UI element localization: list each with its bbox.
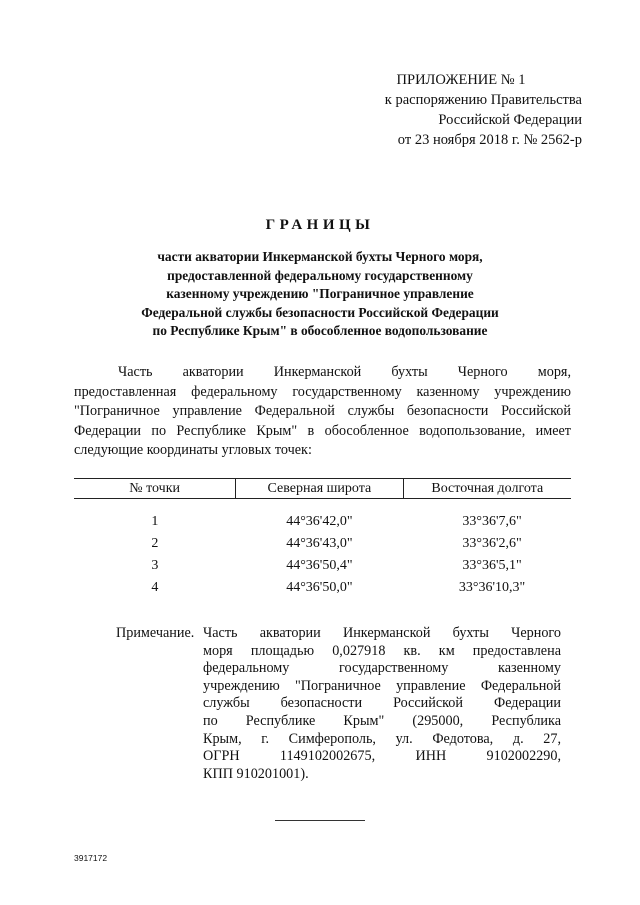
paragraph-line: Часть акватории Инкерманской бухты Черного моря, (118, 364, 571, 380)
table-header-row (74, 479, 571, 499)
note-line: федеральному государственному казенному (203, 660, 561, 677)
main-paragraph (74, 363, 571, 461)
latitude-value: 44°36'50,0" (286, 580, 353, 595)
header-north-latitude: Северная широта (236, 479, 403, 499)
note-line: службы безопасности Российской Федерации (203, 695, 561, 712)
longitude-value: 33°36'7,6" (462, 514, 522, 529)
note-line: ОГРН 1149102002675, ИНН 9102002290, (203, 748, 561, 765)
latitude-value: 44°36'42,0" (286, 514, 353, 529)
note-label: Примечание. (116, 625, 195, 641)
note-line: Часть акватории Инкерманской бухты Черного (203, 625, 561, 641)
table-row (74, 555, 571, 577)
document-title: ГРАНИЦЫ (265, 217, 375, 233)
subtitle-line: предоставленной федеральному государственному (167, 267, 473, 283)
document-number: 3917172 (74, 853, 108, 863)
paragraph-line: Федерации по Республике Крым" в обособленное водопользование, имеет (74, 422, 571, 439)
longitude-value: 33°36'5,1" (462, 558, 522, 573)
subtitle-line: по Республике Крым" в обособленное водопользование (152, 323, 488, 338)
subtitle-line: казенному учреждению "Пограничное управление (166, 286, 474, 301)
table-row (74, 533, 571, 555)
point-number: 2 (151, 536, 159, 551)
separator-line (275, 820, 365, 821)
header-east-longitude: Восточная долгота (403, 479, 571, 499)
document-subtitle (90, 248, 550, 341)
subtitle-line: части акватории Инкерманской бухты Черного моря, (157, 249, 483, 264)
appendix-title: ПРИЛОЖЕНИЕ № 1 (396, 72, 526, 88)
appendix-line-3: от 23 ноября 2018 г. № 2562-р (397, 132, 582, 148)
latitude-value: 44°36'50,4" (286, 558, 353, 573)
point-number: 3 (151, 558, 159, 573)
table-row (74, 577, 571, 599)
note-line: моря площадью 0,027918 кв. км предоставлена (203, 642, 561, 659)
latitude-value: 44°36'43,0" (286, 536, 353, 551)
note-line: по Республике Крым" (295000, Республика (203, 712, 561, 729)
note-line: КПП 910201001). (203, 765, 309, 782)
paragraph-line: "Пограничное управление Федеральной службы безопасности Российской (74, 403, 571, 420)
paragraph-line: следующие координаты угловых точек: (74, 442, 312, 459)
note-line: Крым, г. Симферополь, ул. Федотова, д. 27, (203, 730, 561, 747)
note-line: учреждению "Пограничное управление Федеральной (203, 677, 561, 694)
longitude-value: 33°36'2,6" (462, 536, 522, 551)
table-spacer (74, 499, 571, 512)
note-text (203, 625, 561, 783)
appendix-header (300, 70, 582, 150)
point-number: 1 (151, 514, 159, 529)
appendix-line-1: к распоряжению Правительства (384, 92, 582, 108)
coordinates-table (74, 478, 571, 599)
subtitle-line: Федеральной службы безопасности Российской Федерации (141, 304, 499, 320)
point-number: 4 (151, 580, 159, 595)
table-row (74, 511, 571, 533)
paragraph-line: предоставленная федеральному государственному казенному учреждению (74, 383, 571, 400)
longitude-value: 33°36'10,3" (458, 580, 526, 595)
appendix-line-2: Российской Федерации (438, 112, 582, 128)
header-point-number: № точки (74, 479, 236, 499)
